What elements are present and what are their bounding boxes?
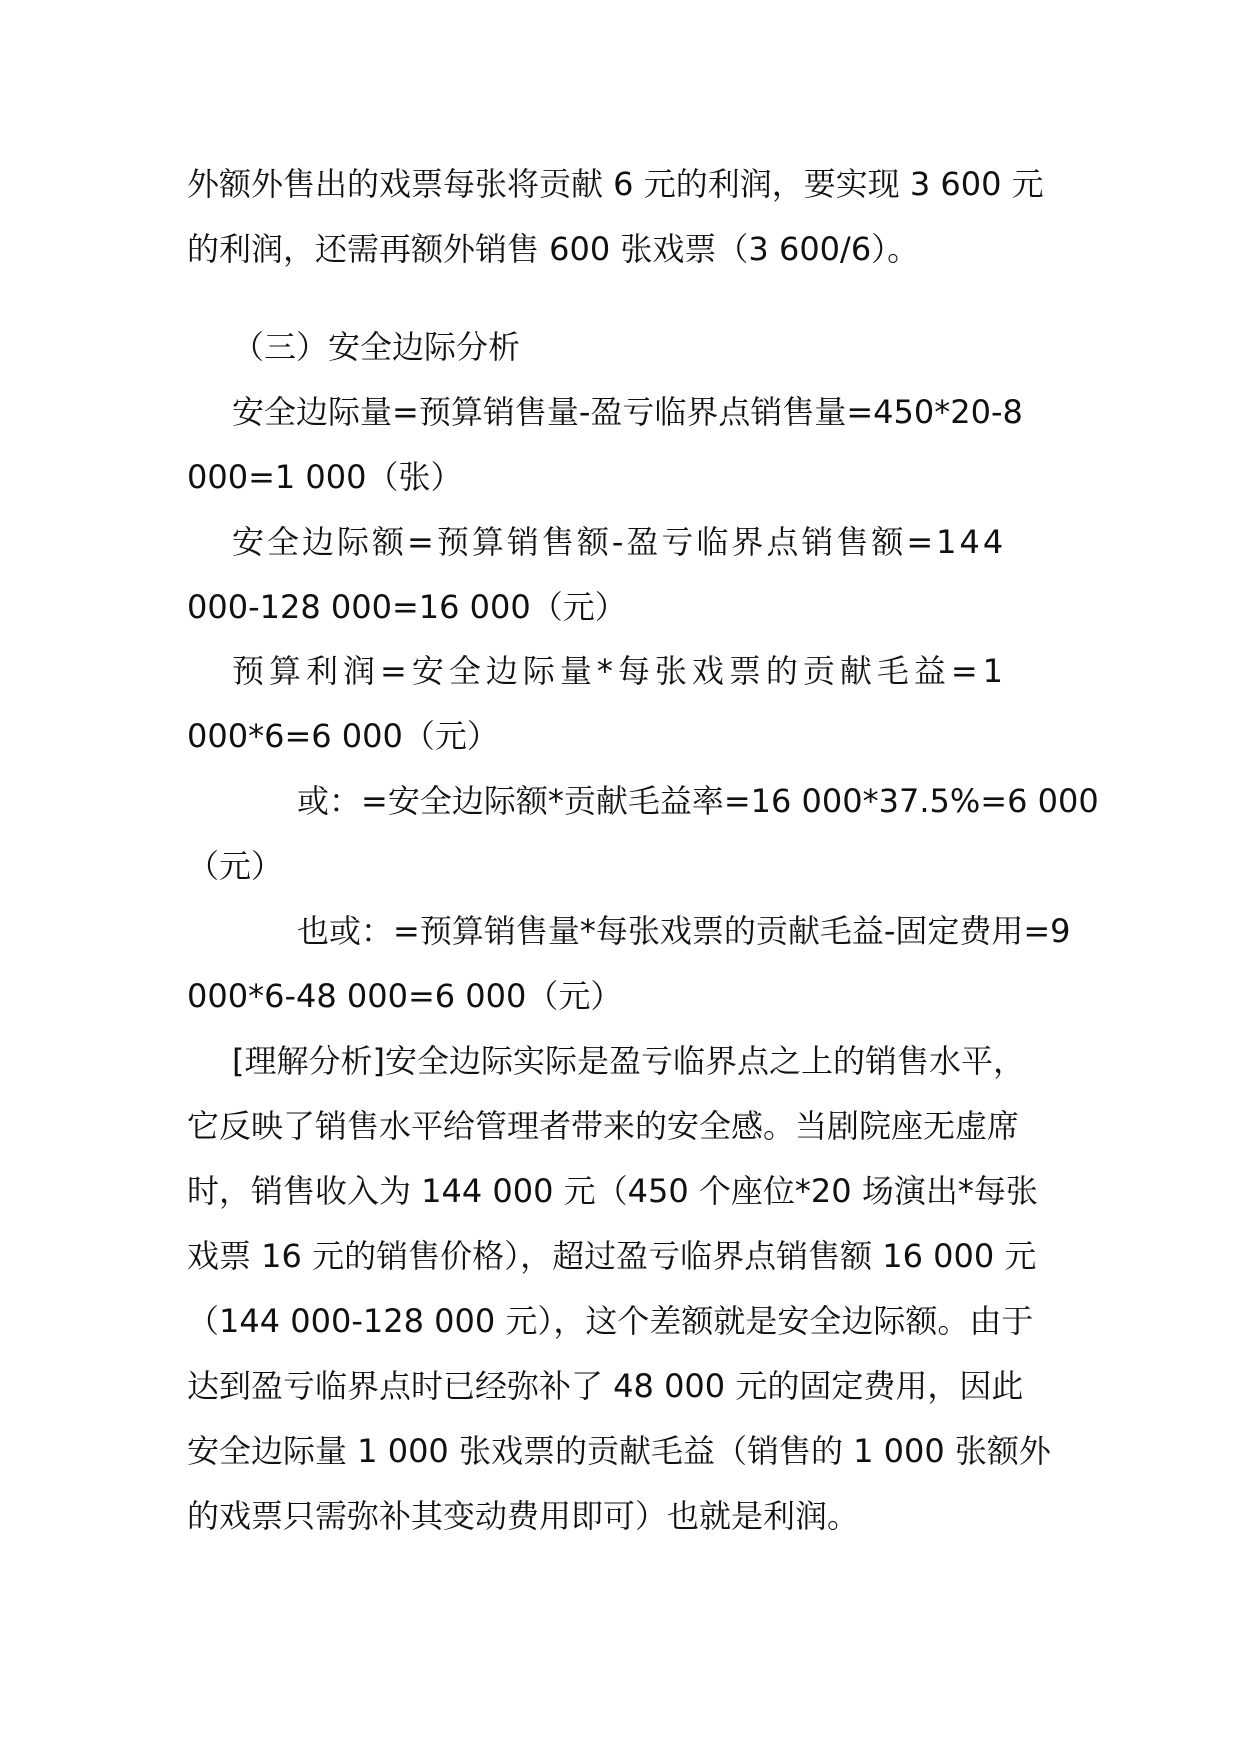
text-line: 000*6-48 000=6 000（元） (187, 977, 623, 1015)
text-line: 安全边际量=预算销售量-盈亏临界点销售量=450*20-8 (232, 393, 1023, 431)
text-line: [理解分析]安全边际实际是盈亏临界点之上的销售水平， (232, 1042, 1025, 1080)
text-line: 时，销售收入为 144 000 元（450 个座位*20 场演出*每张 (187, 1172, 1038, 1210)
text-line: 或：=安全边际额*贡献毛益率=16 000*37.5%=6 000 (297, 782, 1099, 820)
text-line: 000*6=6 000（元） (187, 717, 499, 755)
text-line: 也或：=预算销售量*每张戏票的贡献毛益-固定费用=9 (297, 912, 1071, 950)
text-line: 的利润，还需再额外销售 600 张戏票（3 600/6）。 (187, 230, 920, 268)
text-line: 它反映了销售水平给管理者带来的安全感。当剧院座无虚席 (187, 1107, 1020, 1145)
text-line: 预算利润=安全边际量*每张戏票的贡献毛益=1 (232, 652, 1008, 690)
text-line: 000-128 000=16 000（元） (187, 588, 627, 626)
text-line: 安全边际量 1 000 张戏票的贡献毛益（销售的 1 000 张额外 (187, 1432, 1051, 1470)
text-line: （144 000-128 000 元），这个差额就是安全边际额。由于 (187, 1302, 1034, 1340)
text-line: 戏票 16 元的销售价格），超过盈亏临界点销售额 16 000 元 (187, 1237, 1037, 1275)
text-line: 达到盈亏临界点时已经弥补了 48 000 元的固定费用，因此 (187, 1367, 1024, 1405)
section-heading: （三）安全边际分析 (232, 328, 521, 366)
text-line: （元） (187, 847, 284, 885)
text-line: 的戏票只需弥补其变动费用即可）也就是利润。 (187, 1497, 860, 1535)
text-line: 安全边际额=预算销售额-盈亏临界点销售额=144 (232, 523, 1007, 561)
text-line: 000=1 000（张） (187, 458, 463, 496)
text-line: 外额外售出的戏票每张将贡献 6 元的利润，要实现 3 600 元 (187, 165, 1044, 203)
